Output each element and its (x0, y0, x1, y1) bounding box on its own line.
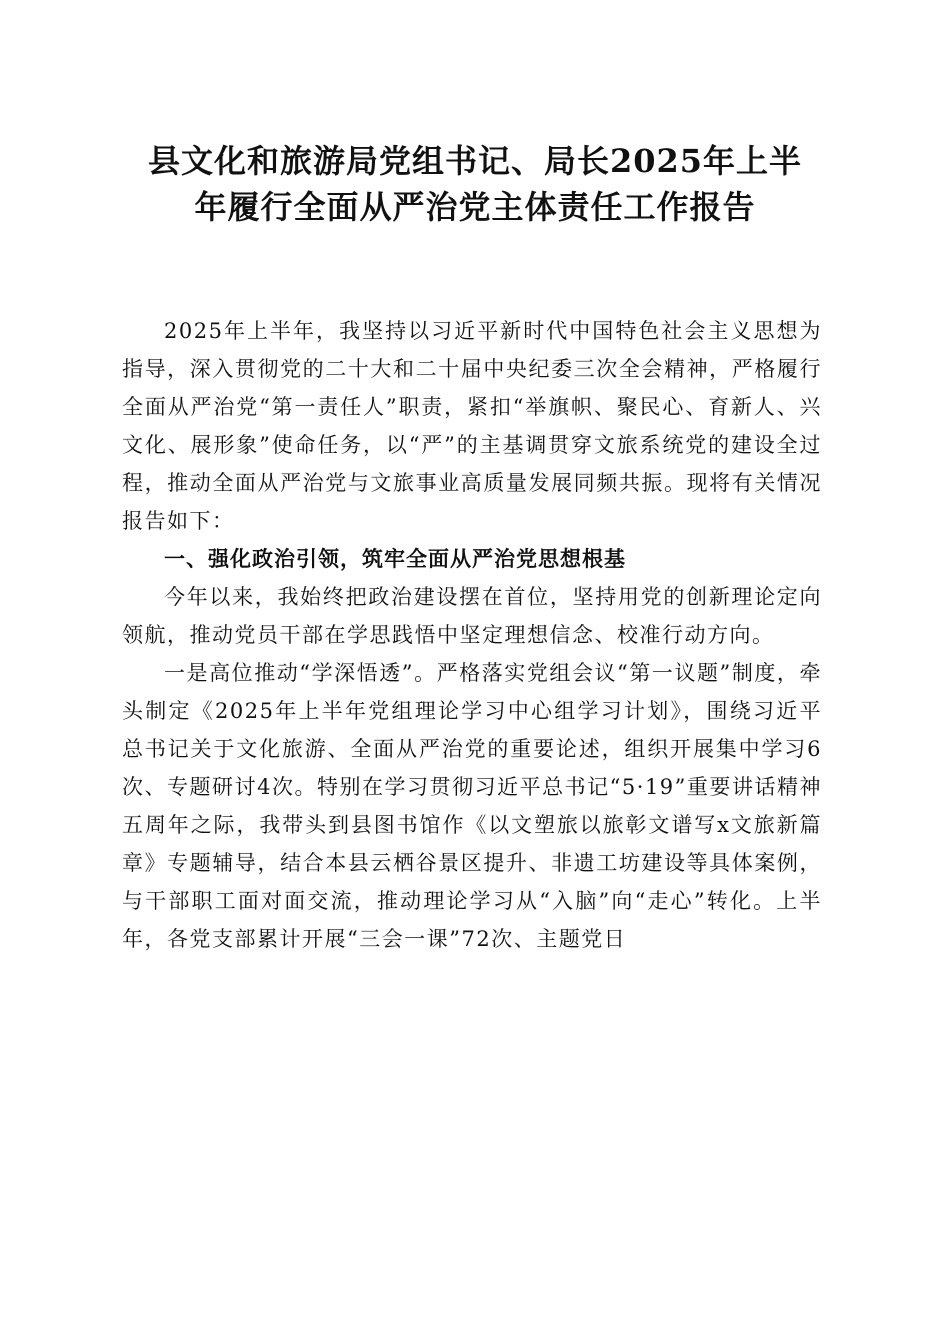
title-line-2: 年履行全面从严治党主体责任工作报告 (194, 188, 756, 226)
section-heading-1: 一、强化政治引领，筑牢全面从严治党思想根基 (164, 547, 626, 571)
section-1-point-1-paragraph: 一是高位推动“学深悟透”。严格落实党组会议“第一议题”制度，牵头制定《2025年上半年党组理论学习中心组学习计划》，围绕习近平总书记关于文化旅游、全面从严治党的重要论述，组织开展集中学习6次、专题研讨4次。特别在学习贯彻习近平总书记“5·19”重要讲话精神五周年之际，我带头到县图书馆作《以文塑旅以旅彰文谱写x文旅新篇章》专题辅导，结合本县云栖谷景区提升、非遗工坊建设等具体案例，与干部职工面对面交流，推动理论学习从“入脑”向“走心”转化。上半年，各党支部累计开展“三会一课”72次、主题党日 (122, 661, 822, 951)
intro-paragraph: 2025年上半年，我坚持以习近平新时代中国特色社会主义思想为指导，深入贯彻党的二十大和二十届中央纪委三次全会精神，严格履行全面从严治党“第一责任人”职责，紧扣“举旗帜、聚民心、育新人、兴文化、展形象”使命任务，以“严”的主基调贯穿文旅系统党的建设全过程，推动全面从严治党与文旅事业高质量发展同频共振。现将有关情况报告如下： (122, 319, 822, 533)
document-body (122, 312, 822, 958)
title-line-1: 县文化和旅游局党组书记、局长2025年上半 (147, 142, 803, 180)
section-1-paragraph: 今年以来，我始终把政治建设摆在首位，坚持用党的创新理论定向领航，推动党员干部在学思践悟中坚定理想信念、校准行动方向。 (122, 585, 822, 647)
document-title (120, 138, 830, 230)
